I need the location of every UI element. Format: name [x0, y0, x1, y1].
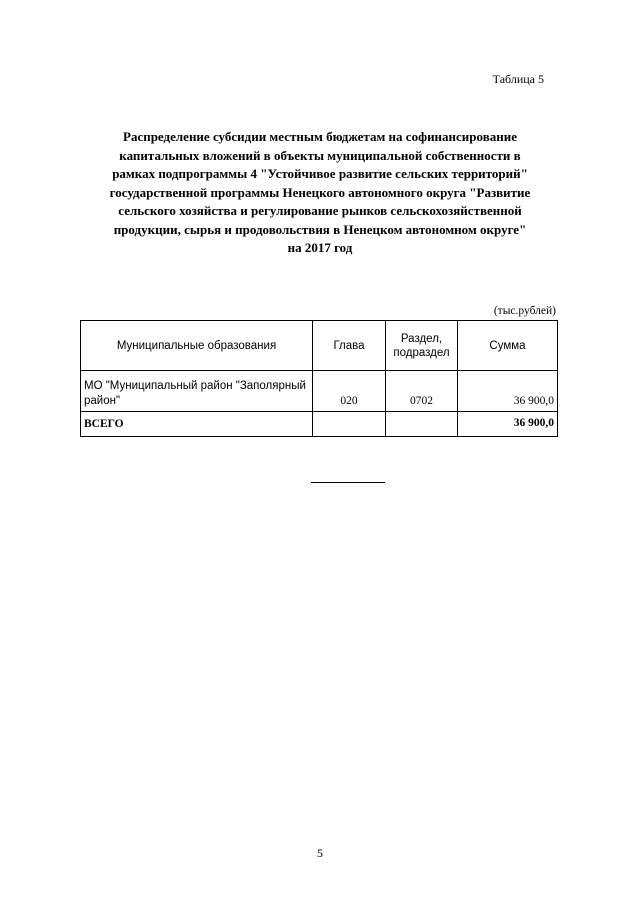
cell-total-label: ВСЕГО: [81, 412, 313, 437]
header-municipalities: Муниципальные образования: [81, 321, 313, 371]
cell-total-section: [386, 412, 458, 437]
cell-amount: 36 900,0: [458, 371, 558, 412]
cell-section: 0702: [386, 371, 458, 412]
title-line: сельского хозяйства и регулирование рынков сельскохозяйственной: [118, 203, 522, 218]
separator-line: [311, 482, 385, 483]
title-line: на 2017 год: [287, 240, 353, 255]
cell-total-amount: 36 900,0: [458, 412, 558, 437]
table-header-row: [81, 321, 558, 371]
document-title: [60, 128, 580, 258]
units-label: (тыс.рублей): [493, 305, 556, 317]
cell-total-chapter: [313, 412, 386, 437]
table-row: [81, 371, 558, 412]
subsidy-table: [80, 320, 558, 437]
table-number-label: Таблица 5: [492, 72, 544, 86]
header-amount: Сумма: [458, 321, 558, 371]
page-number: 5: [317, 846, 323, 860]
header-section: Раздел, подраздел: [386, 321, 458, 371]
title-line: рамках подпрограммы 4 "Устойчивое развитие сельских территорий": [112, 166, 528, 181]
header-chapter: Глава: [313, 321, 386, 371]
table-total-row: [81, 412, 558, 437]
cell-chapter: 020: [313, 371, 386, 412]
title-line: продукции, сырья и продовольствия в Ненецком автономном округе": [113, 221, 527, 237]
title-line: капитальных вложений в объекты муниципальной собственности в: [119, 147, 521, 163]
cell-municipality: МО "Муниципальный район "Заполярный район": [81, 371, 313, 412]
title-line: государственной программы Ненецкого автономного округа "Развитие: [109, 184, 531, 200]
title-line: Распределение субсидии местным бюджетам на софинансирование: [123, 129, 517, 144]
